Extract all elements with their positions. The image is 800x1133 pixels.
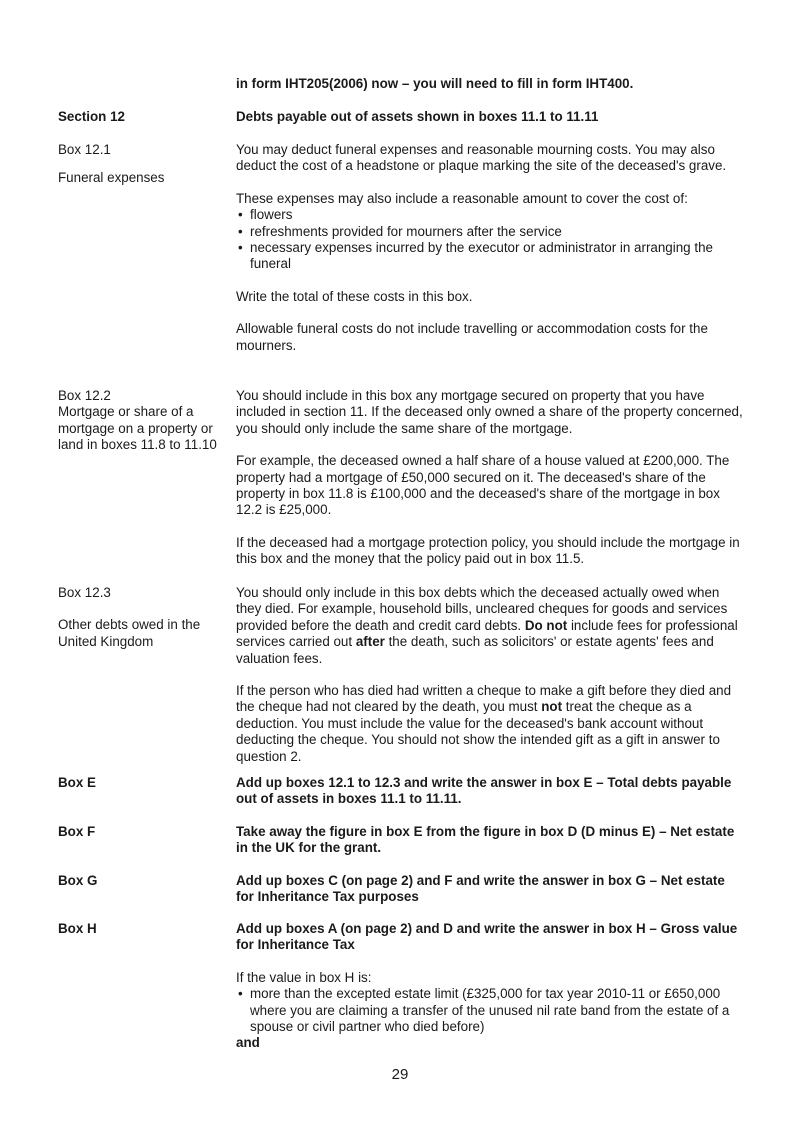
box-12-1-bullets xyxy=(236,207,746,273)
box-12-2-para2: For example, the deceased owned a half share of a house valued at £200,000. The property had a mortgage of £50,000 secured on it. The deceased's share of the property in box 11.8 is £100,000 and the deceased's share of the mortgage in box 12.2 is £25,000. xyxy=(236,453,730,518)
box-12-3-para1: You should only include in this box debts which the deceased actually owed when they died. For example, household bills, uncleared cheques for goods and services provided before the death and credit card debts. Do not include fees for professional services carried out after the death, such as solicitors' or estate agents' fees and valuation fees. xyxy=(236,585,738,666)
box-12-1-title: Funeral expenses xyxy=(58,170,165,186)
box-12-3-title: Other debts owed in the United Kingdom xyxy=(58,617,201,649)
box-12-3-text xyxy=(236,585,746,765)
box-h-heading: Add up boxes A (on page 2) and D and write the answer in box H – Gross value for Inheritance Tax xyxy=(236,921,738,953)
box-12-3-label xyxy=(58,585,223,650)
box-12-3-number: Box 12.3 xyxy=(58,585,111,600)
bullet-item: • flowers xyxy=(236,207,746,223)
box-g-label: Box G xyxy=(58,873,98,888)
box-e-text: Add up boxes 12.1 to 12.3 and write the answer in box E – Total debts payable out of assets in boxes 11.1 to 11.11. xyxy=(236,775,732,807)
box-h-label: Box H xyxy=(58,921,97,936)
box-12-1-text xyxy=(236,142,746,354)
intro-line: in form IHT205(2006) now – you will need to fill in form IHT400. xyxy=(236,76,634,91)
section-12-heading: Debts payable out of assets shown in boxes 11.1 to 11.11 xyxy=(236,109,599,124)
bullet-item: • necessary expenses incurred by the executor or administrator in arranging the funeral xyxy=(236,240,746,273)
bullet-item: • refreshments provided for mourners after the service xyxy=(236,224,746,240)
box-12-1-para1: You may deduct funeral expenses and reasonable mourning costs. You may also deduct the cost of a headstone or plaque marking the site of the deceased's grave. xyxy=(236,142,727,174)
box-12-2-para1: You should include in this box any mortgage secured on property that you have included in section 11. If the deceased only owned a share of the property concerned, you should only include the same share of the mortgage. xyxy=(236,388,743,436)
page-number: 29 xyxy=(391,1066,409,1083)
box-f-text: Take away the figure in box E from the figure in box D (D minus E) – Net estate in the UK for the grant. xyxy=(236,824,735,856)
box-f-label: Box F xyxy=(58,824,96,839)
box-h-and: and xyxy=(236,1035,260,1051)
box-12-1-para3: Write the total of these costs in this box. xyxy=(236,288,473,304)
box-12-1-para4: Allowable funeral costs do not include travelling or accommodation costs for the mourners. xyxy=(236,321,708,353)
box-g-text: Add up boxes C (on page 2) and F and write the answer in box G – Net estate for Inheritance Tax purposes xyxy=(236,873,725,905)
box-12-2-label: Box 12.2 Mortgage or share of a mortgage on a property or land in boxes 11.8 to 11.10 xyxy=(58,388,217,453)
box-h-bullets xyxy=(236,986,746,1035)
box-e-label: Box E xyxy=(58,775,96,790)
box-12-3-para2: If the person who has died had written a cheque to make a gift before they died and the cheque had not cleared by the death, you must not treat the cheque as a deduction. You must include the value for the deceased's bank account without deducting the cheque. You should not show the intended gift as a gift in answer to question 2. xyxy=(236,683,732,764)
box-12-1-label xyxy=(58,142,223,187)
box-12-1-para2: These expenses may also include a reasonable amount to cover the cost of: xyxy=(236,190,688,206)
bullet-item: • more than the excepted estate limit (£325,000 for tax year 2010-11 or £650,000 where you are claiming a transfer of the unused nil rate band from the estate of a spouse or civil partner who died before) xyxy=(236,986,746,1035)
box-12-2-text xyxy=(236,388,746,568)
box-h-text xyxy=(236,921,746,1052)
box-h-para1: If the value in box H is: xyxy=(236,969,372,985)
box-12-2-para3: If the deceased had a mortgage protection policy, you should include the mortgage in this box and the money that the policy paid out in box 11.5. xyxy=(236,534,740,567)
box-12-1-number: Box 12.1 xyxy=(58,142,111,157)
section-12-label: Section 12 xyxy=(58,109,125,124)
